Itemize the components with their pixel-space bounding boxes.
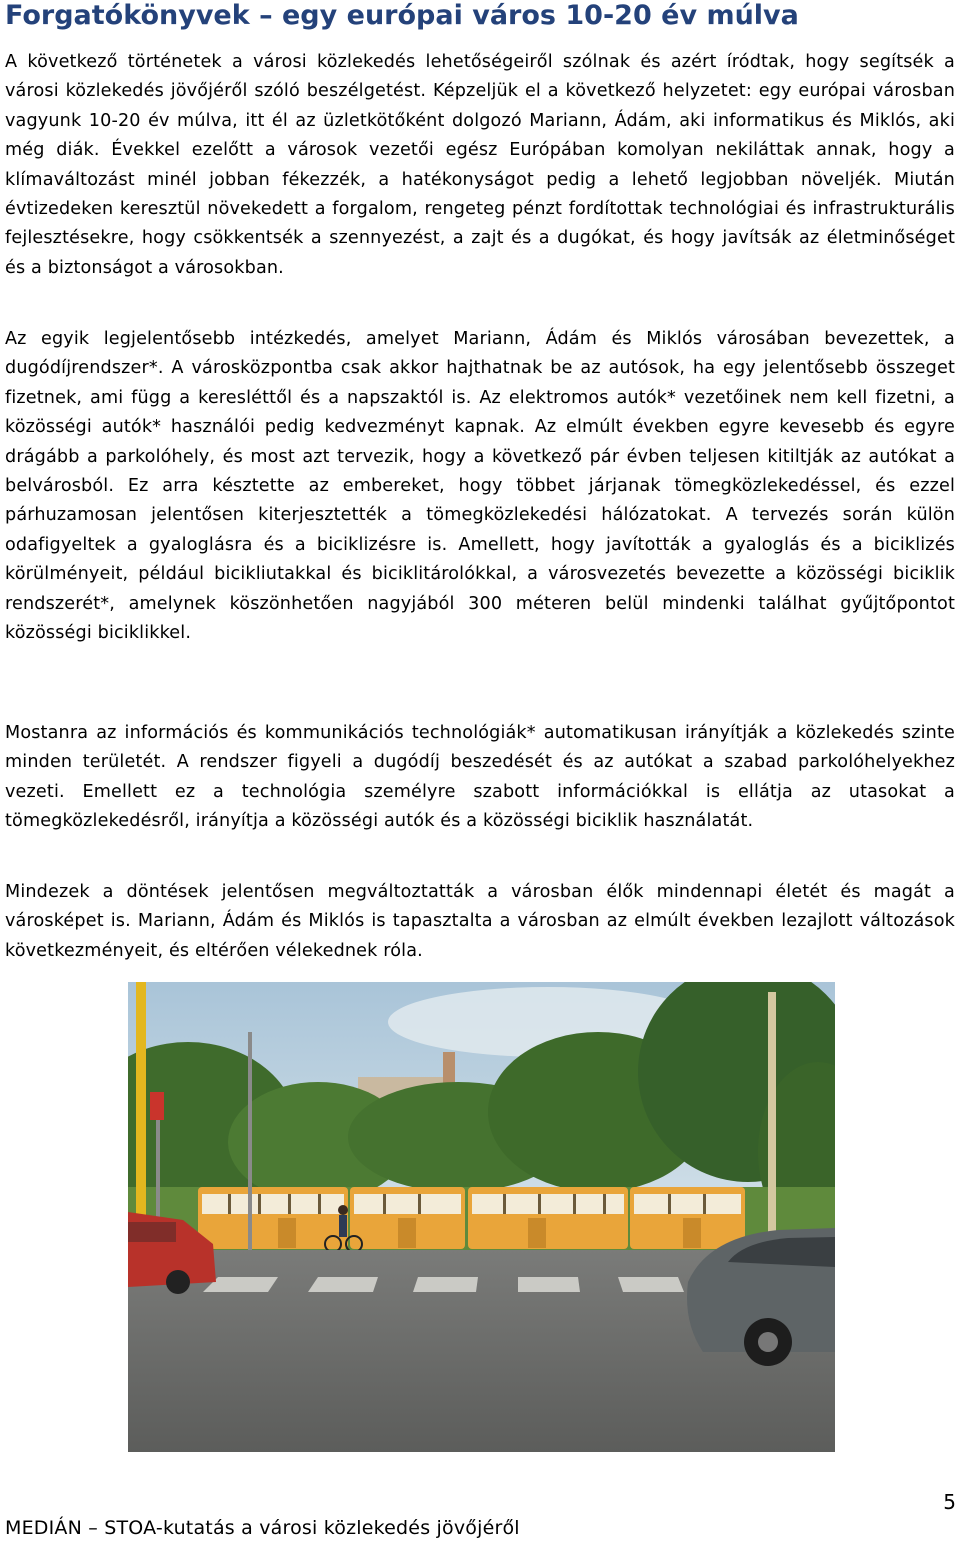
paragraph-intro: A következő történetek a városi közlekedés lehetőségeiről szólnak és azért íródtak, hogy segítsék a városi közlekedés jövőjéről szóló beszélgetést. Képzeljük el a következő helyzetet: egy európai városban vagyunk 10-20 év múlva, itt él az üzletkötőként dolgozó Mariann, Ádám, aki informatikus és Miklós, aki még diák. Évekkel ezelőtt a városok vezetői egész Európában komolyan nekiláttak annak, hogy a klímaváltozást minél jobban fékezzék, a hatékonyságot pedig a lehető legjobban növeljék. Miután évtizedeken keresztül növekedett a forgalom, rengeteg pénzt fordítottak technológiai és infrastrukturális fejlesztésekre, hogy csökkentsék a szennyezést, a zajt és a dugókat, és hogy javítsák az életminőséget és a biztonságot a városokban. <box>5 52 955 278</box>
document-title: Forgatókönyvek – egy európai város 10-20 év múlva <box>5 0 799 31</box>
tram-street-photo <box>128 982 835 1452</box>
paragraph-technology: Mostanra az információs és kommunikációs technológiák* automatikusan irányítják a közlekedés szinte minden területét. A rendszer figyeli a dugódíj beszedését és az autókat a szabad parkolóhelyekhez vezeti. Emellett ez a technológia személyre szabott információkkal is ellátja az utasokat a tömegközlekedésről, irányítja a közösségi autók és a közösségi biciklik használatát. <box>5 723 955 832</box>
paragraph-conclusion: Mindezek a döntések jelentősen megváltoztatták a városban élők mindennapi életét és magát a városképet is. Mariann, Ádám és Miklós is tapasztalta a városban az elmúlt években lezajlott változások következményeit, és eltérően vélekednek róla. <box>5 882 955 961</box>
page-number: 5 <box>943 1490 956 1514</box>
paragraph-measures: Az egyik legjelentősebb intézkedés, amelyet Mariann, Ádám és Miklós városában bevezettek, a dugódíjrendszer*. A városközpontba csak akkor hajthatnak be az autósok, ha egy jelentősebb összeget fizetnek, ami függ a keresléttől és a napszaktól is. Az elektromos autók* vezetőinek nem kell fizetni, a közösségi autók* használói pedig kedvezményt kapnak. Az elmúlt években egyre kevesebb és egyre drágább a parkolóhely, és most azt tervezik, hogy a következő pár évben teljesen kitiltják az autókat a belvárosból. Ez arra késztette az embereket, hogy többet járjanak tömegközlekedéssel, és ezzel párhuzamosan jelentősen kiterjesztették a tömegközlekedési hálózatokat. A tervezés során külön odafigyeltek a gyaloglásra és a biciklizésre is. Amellett, hogy javították a gyaloglás és a biciklizés körülményeit, például bicikliutakkal és biciklitárolókkal, a városvezetés bevezette a közösségi biciklik rendszerét*, amelynek köszönhetően nagyjából 300 méteren belül mindenki találhat gyűjtőpontot közösségi biciklikkel. <box>5 329 955 644</box>
footer-text: MEDIÁN – STOA-kutatás a városi közlekedés jövőjéről <box>5 1517 520 1539</box>
